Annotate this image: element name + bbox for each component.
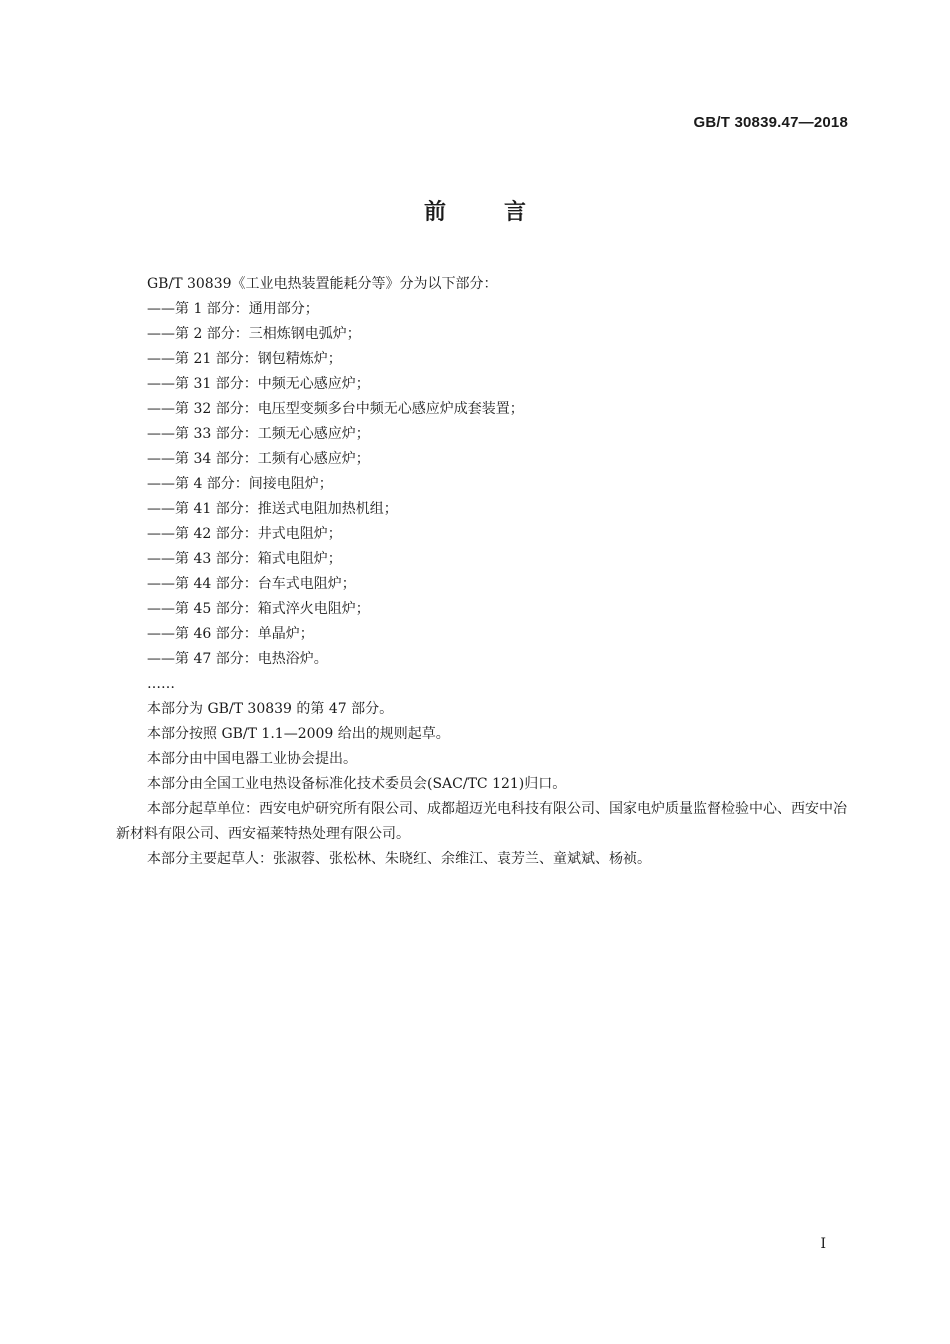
list-item: ——第 33 部分：工频无心感应炉；: [147, 426, 370, 442]
list-item: ——第 4 部分：间接电阻炉；: [147, 476, 333, 492]
list-item: ——第 32 部分：电压型变频多台中频无心感应炉成套装置；: [147, 401, 524, 417]
list-item: ——第 31 部分：中频无心感应炉；: [147, 376, 370, 392]
foreword-body: [116, 272, 854, 872]
parts-list: [116, 297, 854, 697]
paragraph-drafting-rules: 本部分按照 GB/T 1.1—2009 给出的规则起草。: [147, 726, 450, 742]
list-item: ——第 2 部分：三相炼钢电弧炉；: [147, 326, 361, 342]
list-item: ——第 47 部分：电热浴炉。: [147, 651, 328, 667]
list-item: ——第 1 部分：通用部分；: [147, 301, 319, 317]
list-item: ——第 46 部分：单晶炉；: [147, 626, 314, 642]
standard-code: GB/T 30839.47—2018: [693, 114, 848, 131]
paragraph-drafting-units: 本部分起草单位：西安电炉研究所有限公司、成都超迈光电科技有限公司、国家电炉质量监督检验中心、西安中冶新材料有限公司、西安福莱特热处理有限公司。: [116, 801, 847, 842]
list-item: ——第 42 部分：井式电阻炉；: [147, 526, 342, 542]
list-item: ——第 34 部分：工频有心感应炉；: [147, 451, 370, 467]
paragraph-committee: 本部分由全国工业电热设备标准化技术委员会(SAC/TC 121)归口。: [147, 776, 567, 792]
list-item: ——第 43 部分：箱式电阻炉；: [147, 551, 342, 567]
paragraph-drafters: 本部分主要起草人：张淑蓉、张松林、朱晓红、余维江、袁芳兰、童斌斌、杨祯。: [147, 851, 651, 867]
intro-paragraph: GB/T 30839《工业电热装置能耗分等》分为以下部分：: [147, 276, 498, 292]
list-item: ——第 41 部分：推送式电阻加热机组；: [147, 501, 398, 517]
page-title: 前言: [423, 200, 584, 225]
page-number: I: [820, 1236, 826, 1252]
paragraph-proposer: 本部分由中国电器工业协会提出。: [147, 751, 357, 767]
list-item: ——第 44 部分：台车式电阻炉；: [147, 576, 356, 592]
ellipsis-item: ……: [147, 676, 175, 692]
list-item: ——第 21 部分：钢包精炼炉；: [147, 351, 342, 367]
list-item: ——第 45 部分：箱式淬火电阻炉；: [147, 601, 370, 617]
paragraph-part-number: 本部分为 GB/T 30839 的第 47 部分。: [147, 701, 394, 717]
